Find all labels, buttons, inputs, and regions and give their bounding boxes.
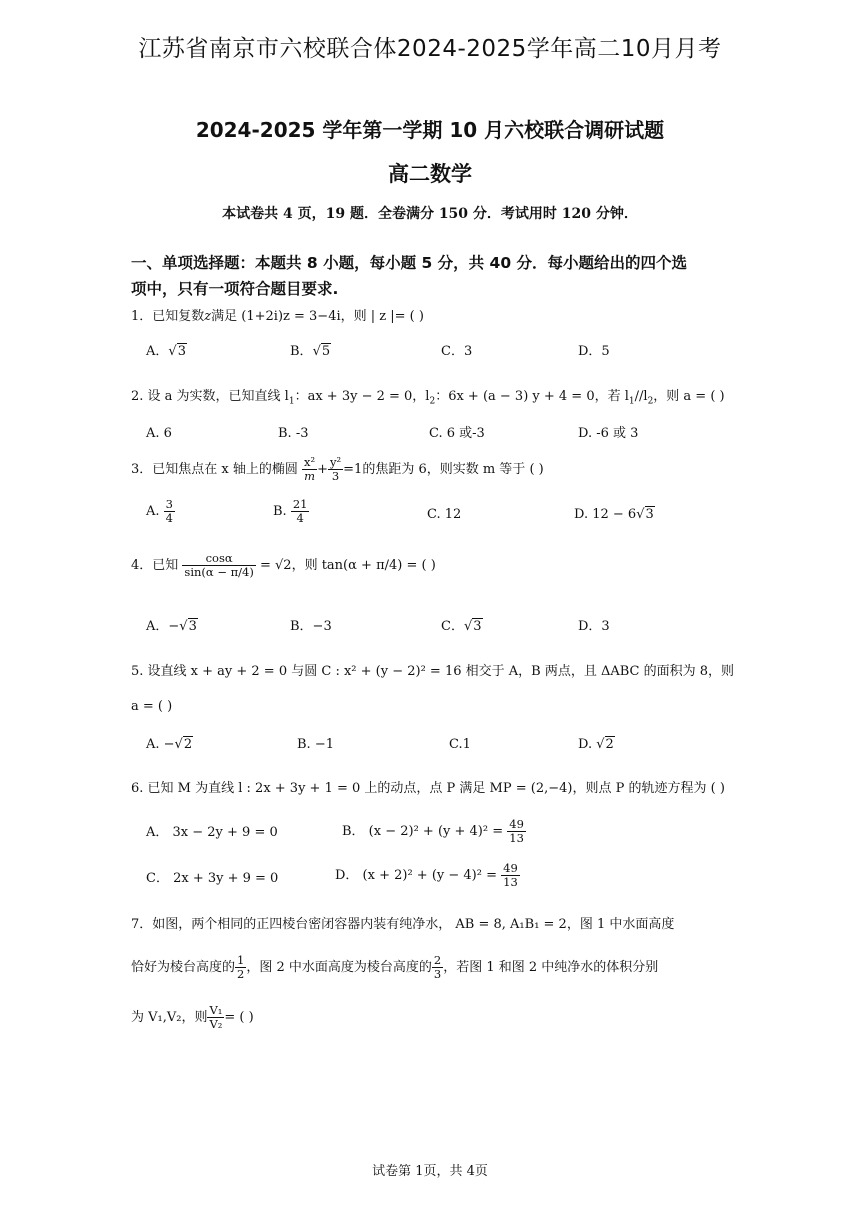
q4-option-c: C．√3 [441, 619, 482, 634]
q4-option-b: B．−3 [290, 619, 332, 634]
q6-option-d: D． (x + 2)² + (y − 4)² = $\frac{49}{13}$ [335, 861, 518, 890]
q6-option-a: A． 3x − 2y + 9 = 0 [146, 825, 278, 840]
q5-option-c: C.1 [449, 737, 471, 752]
q1-option-c: C．3 [441, 344, 473, 359]
q3-option-d: D. 12 − 6√3 [574, 507, 654, 522]
q2-option-a: A. 6 [146, 426, 172, 441]
section-heading-line2: 项中，只有一项符合题目要求. [131, 280, 339, 298]
question-7-line1: 7．如图，两个相同的正四棱台密闭容器内装有纯净水， AB = 8, A₁B₁ = 2，图 1 中水面高度 [131, 917, 675, 932]
q2-option-b: B. -3 [278, 426, 309, 441]
exam-title: 2024-2025 学年第一学期 10 月六校联合调研试题 [195, 118, 665, 142]
question-6: 6. 已知 M 为直线 l : 2x + 3y + 1 = 0 上的动点，点 P 满足 MP = (2,−4)，则点 P 的轨迹方程为 ( ) [131, 781, 725, 796]
q6-option-b: B． (x − 2)² + (y + 4)² = $\frac{49}{13}$ [342, 817, 524, 846]
q1-option-b: B．√5 [290, 344, 331, 359]
q4-option-d: D．3 [578, 619, 610, 634]
page-footer: 试卷第 1页，共 4页 [372, 1164, 488, 1179]
question-5-line2: a = ( ) [131, 699, 173, 714]
question-7-line3: 为 V₁,V₂，则 $\frac{\text{V₁}}{\text{V₂}}$ = ( ) [131, 1003, 254, 1032]
section-heading-line1: 一、单项选择题：本题共 8 小题，每小题 5 分，共 40 分．每小题给出的四个选 [131, 254, 688, 272]
q5-option-a: A. −√2 [146, 737, 193, 752]
q3-option-b: B. $\frac{21}{4}$ [273, 497, 308, 526]
q2-option-d: D. -6 或 3 [578, 426, 639, 441]
q1-option-d: D．5 [578, 344, 610, 359]
question-1: 1．已知复数z满足 (1+2i)z = 3−4i，则 | z |= ( ) [131, 309, 424, 324]
question-3: 3．已知焦点在 x 轴上的椭圆 $\frac{\text{x²}}{m}$ + $\frac{\text{y²}}{3}$ =1的焦距为 6，则实数 m 等于 ( ) [131, 455, 544, 484]
question-5-line1: 5. 设直线 x + ay + 2 = 0 与圆 C : x² + (y − 2)² = 16 相交于 A，B 两点，且 ΔABC 的面积为 8，则 [131, 664, 735, 679]
q3-option-c: C. 12 [427, 507, 462, 522]
question-2: 2. 设 a 为实数，已知直线 $l_1$：ax + 3y − 2 = 0，$l_2$：6x + (a − 3) y + 4 = 0，若 $l_1//l_2$，则 a = ( ) [131, 389, 725, 407]
q4-option-a: A．−√3 [146, 619, 197, 634]
exam-subject: 高二数学 [388, 162, 472, 186]
q6-option-c: C． 2x + 3y + 9 = 0 [146, 871, 279, 886]
question-7-line2: 恰好为棱台高度的 $\frac{1}{2}$ ，图 2 中水面高度为棱台高度的 $\frac{2}{3}$ ，若图 1 和图 2 中纯净水的体积分别 [131, 953, 659, 982]
q3-option-a: A. $\frac{3}{4}$ [146, 497, 173, 526]
q5-option-b: B. −1 [297, 737, 334, 752]
q5-option-d: D. √2 [578, 737, 614, 752]
document-banner: 江苏省南京市六校联合体2024-2025学年高二10月月考 [138, 36, 722, 62]
exam-note: 本试卷共 4 页，19 题．全卷满分 150 分．考试用时 120 分钟． [222, 206, 638, 222]
q1-option-a: A．√3 [146, 344, 186, 359]
question-4: 4．已知 $\frac{\cos\alpha}{\sin(\alpha - \pi/4)}$ = √2，则 tan(α + π/4) = ( ) [131, 551, 436, 580]
q2-option-c: C. 6 或-3 [429, 426, 485, 441]
